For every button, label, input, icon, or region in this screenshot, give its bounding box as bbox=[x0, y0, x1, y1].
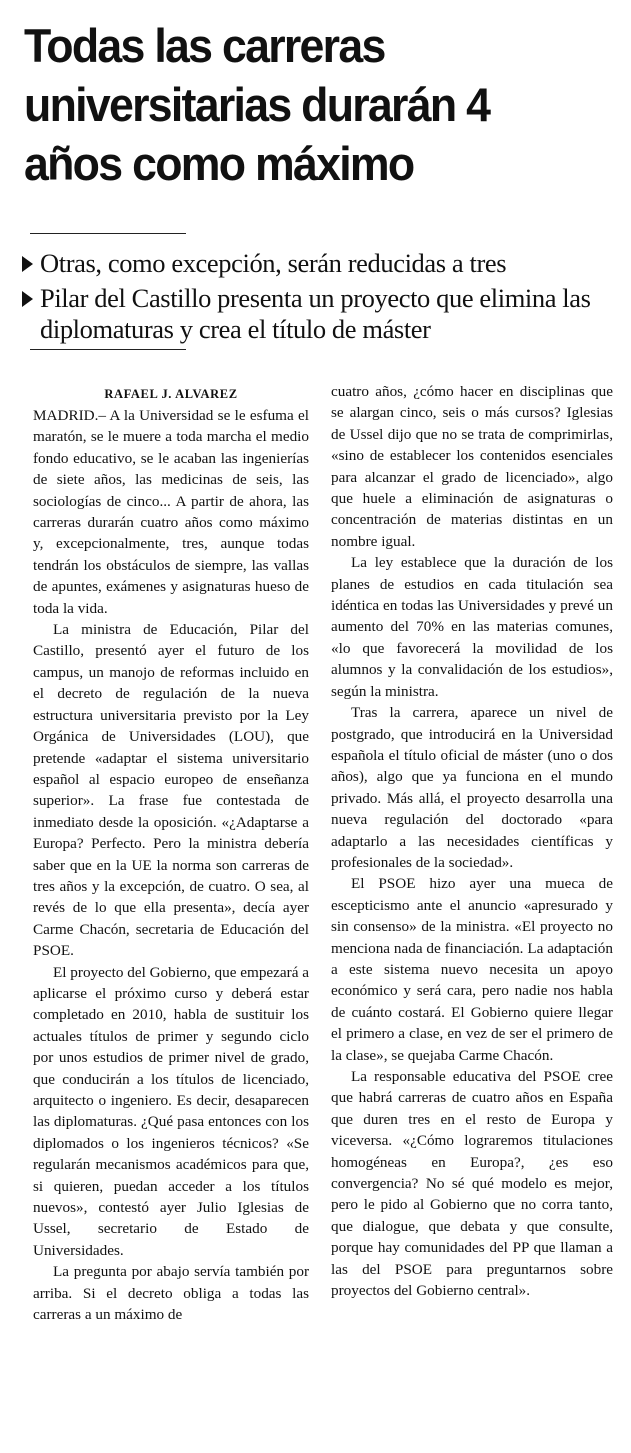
triangle-bullet-icon bbox=[22, 291, 33, 307]
paragraph: La pregunta por abajo servía también por arriba. Si el decreto obliga a todas las carreras a un máximo de bbox=[33, 1263, 309, 1324]
paragraph: Tras la carrera, aparece un nivel de postgrado, que introducirá en la Universidad española el título oficial de máster (uno o dos años), algo que ya funciona en el mundo privado. Más allá, el proyecto desarrolla una nueva regulación del doctorado «para adaptarlo a las necesidades científicas y profesionales de la sociedad». bbox=[331, 704, 613, 871]
article-column-right bbox=[331, 381, 613, 1301]
paragraph: La responsable educativa del PSOE cree que habrá carreras de cuatro años en España que duren tres en el resto de Europa y viceversa. «¿Cómo lograremos titulaciones homogéneas en Europa?, ¿es eso convergencia? No sé qué modelo es mejor, pero le pido al Gobierno que no corra tanto, que dialogue, que debata y que consulte, porque hay comunidades del PP que llaman a las del PSOE para preguntarnos sobre proyectos del Gobierno central». bbox=[331, 1068, 613, 1300]
paragraph: El proyecto del Gobierno, que empezará a aplicarse el próximo curso y deberá estar completado en 2010, habla de sustituir los actuales títulos de primer y segundo ciclo por unos estudios de primer nivel de grado, que conducirán a los títulos de licenciado, arquitecto o ingeniero. Es decir, desaparecen las diplomaturas. ¿Qué pasa entonces con los diplomados o los ingenieros técnicos? «Se regularán mecanismos académicos para que, si quieren, puedan acceder a los títulos nuevos», contestó ayer Julio Iglesias de Ussel, secretario de Estado de Universidades. bbox=[33, 963, 309, 1259]
deck-text: Otras, como excepción, serán reducidas a tres bbox=[40, 248, 507, 278]
bottom-rule bbox=[30, 349, 186, 350]
paragraph: La ministra de Educación, Pilar del Castillo, presentó ayer el futuro de los campus, un manojo de reformas incluido en el decreto de regulación de la nueva estructura universitaria previsto por la Ley Orgánica de Universidades (LOU), que pretende «adaptar el sistema universitario español al espacio europeo de enseñanza superior». La frase fue contestada de inmediato desde la oposición. «¿Adaptarse a Europa? Perfecto. Pero la ministra debería saber que en la UE la norma son carreras de tres años y la excepción, de cuatro. O sea, al revés de lo que ella presenta», decía ayer Carme Chacón, secretaria de Educación del PSOE. bbox=[33, 621, 309, 960]
deck-text: Pilar del Castillo presenta un proyecto que elimina las diplomaturas y crea el título de máster bbox=[40, 283, 591, 344]
deck-item bbox=[22, 248, 627, 279]
triangle-bullet-icon bbox=[22, 256, 33, 272]
paragraph: cuatro años, ¿cómo hacer en disciplinas que se alargan cinco, seis o más cursos? Iglesias de Ussel dijo que no se trata de comprimirlas, «sino de establecer los contenidos esenciales para alcanzar el grado de licenciado», algo que huele a eliminación de asignaturas o concentración de materias distintas en un nombre igual. bbox=[331, 383, 613, 550]
headline: Todas las carreras universitarias durarán 4 años como máximo bbox=[24, 19, 490, 190]
deck-list bbox=[22, 248, 627, 349]
paragraph: MADRID.– A la Universidad se le esfuma el maratón, se le muere a toda marcha el medio fondo educativo, se le acaban las ingenierías de siete años, las medicinas de seis, las sociologías de cinco... A partir de ahora, las carreras durarán cuatro años como máximo y, excepcionalmente, tres, aunque todas tendrán los obstáculos de siempre, las vallas de apuntes, exámenes y asignaturas hueso de toda la vida. bbox=[33, 407, 309, 617]
top-rule bbox=[30, 233, 186, 234]
deck-item bbox=[22, 283, 627, 345]
paragraph: El PSOE hizo ayer una mueca de escepticismo ante el anuncio «apresurado y sin consenso» de la ministra. «El proyecto no menciona nada de financiación. La adaptación a este sistema nuevo necesita un apoyo económico y será cara, pero nadie nos habla de cuánto costará. El Gobierno quiere llegar el primero a clase, en vez de ser el primero de la clase», se quejaba Carme Chacón. bbox=[331, 875, 613, 1064]
paragraph: La ley establece que la duración de los planes de estudios en cada titulación sea idéntica en todas las Universidades y prevé un aumento del 70% en las materias comunes, «lo que favorecerá la movilidad de los alumnos y la convalidación de los estudios», según la ministra. bbox=[331, 554, 613, 700]
byline: RAFAEL J. ALVAREZ bbox=[104, 387, 238, 401]
article-column-left bbox=[33, 385, 309, 1325]
